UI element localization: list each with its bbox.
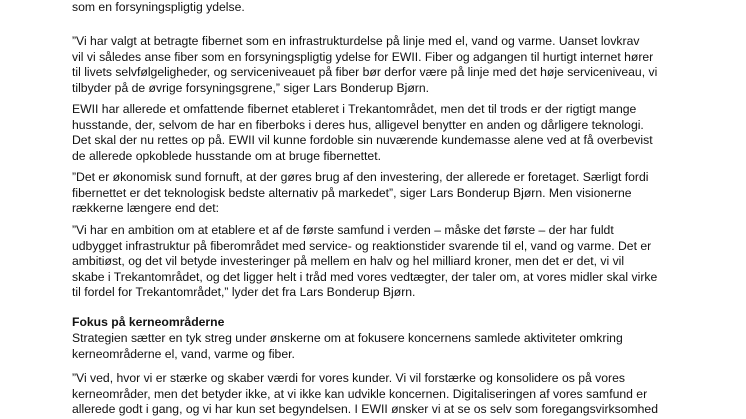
- text-line: ”Vi ved, hvor vi er stærke og skaber værdi for vores kunder. Vi vil forstærke og konsolidere os på vores: [72, 371, 625, 385]
- text-line: rækkerne længere end det:: [72, 201, 220, 216]
- text-line: udbygget infrastruktur på fiberområdet med service- og reaktionstider svarende til el, vand og varme. Det er: [72, 238, 652, 253]
- paragraph-intro-end: [72, 0, 712, 16]
- text-line: ”Det er økonomisk sund fornuft, at der gøres brug af den investering, der allerede er foretaget. Særligt fordi: [72, 170, 649, 184]
- text-line: de allerede opkoblede husstande om at bruge fibernettet.: [72, 148, 381, 163]
- text-line: vil vi således anse fiber som en forsyningspligtig ydelse for EWII. Fiber og adgangen til hurtigt internet hører: [72, 49, 654, 64]
- text-line: som en forsyningspligtig ydelse.: [72, 0, 245, 14]
- paragraph-strategy-focus: [72, 331, 712, 362]
- text-line: ”Vi har en ambition om at etablere et af de første samfund i verden – måske det første – der har fuldt: [72, 223, 614, 237]
- text-line: til livets selvfølgeligheder, og serviceniveauet på fiber bør derfor være på linje med det høje serviceniveau, vi: [72, 65, 658, 80]
- paragraph-quote-strengths: [72, 371, 712, 418]
- paragraph-quote-ambition: [72, 223, 712, 301]
- paragraph-existing-fibernet: [72, 102, 712, 164]
- text-line: kerneområder, men det betyder ikke, at vi ikke kan udvikle koncernen. Digitaliseringen af vores samfund er: [72, 386, 648, 401]
- text-line: skabe i Trekantområdet, og det ligger helt i tråd med vores vedtægter, der taler om, at vores midler skal virke: [72, 269, 658, 284]
- section-heading: [72, 315, 712, 331]
- text-line: Det skal der nu rettes op på. EWII vil kunne fordoble sin nuværende kundemasse alene ved at få overbevist: [72, 133, 653, 148]
- text-line: tilbyder på de øvrige forsyningsgrene,” siger Lars Bonderup Bjørn.: [72, 80, 429, 95]
- text-line: til fordel for Trekantområdet,” lyder det fra Lars Bonderup Bjørn.: [72, 285, 416, 300]
- text-line: Strategien sætter en tyk streg under ønskerne om at fokusere koncernens samlede aktiviteter omkring: [72, 331, 623, 345]
- paragraph-quote-economic-sense: [72, 170, 712, 217]
- text-line: fibernettet er det teknologisk bedste alternativ på markedet”, siger Lars Bonderup Bjørn. Men visionerne: [72, 185, 632, 200]
- text-line: husstande, der, selvom de har en fiberboks i deres hus, alligevel benytter en anden og dårligere teknologi.: [72, 117, 644, 132]
- text-line: kerneområderne el, vand, varme og fiber.: [72, 346, 295, 361]
- text-line: allerede godt i gang, og vi har kun set begyndelsen. I EWII ønsker vi at se os selv som foregangsvirksomhed: [72, 402, 658, 417]
- text-line: ambitiøst, og det vil betyde investeringer på mellem en halv og hel milliard kroner, men det er det, vi vil: [72, 254, 625, 269]
- paragraph-quote-fiber-infrastructure: [72, 34, 712, 96]
- text-line: ”Vi har valgt at betragte fibernet som en infrastrukturdelse på linje med el, vand og varme. Uanset lovkrav: [72, 34, 640, 48]
- heading-text: Fokus på kerneområderne: [72, 315, 225, 329]
- text-line: EWII har allerede et omfattende fibernet etableret i Trekantområdet, men det til trods er der rigtigt mange: [72, 102, 637, 116]
